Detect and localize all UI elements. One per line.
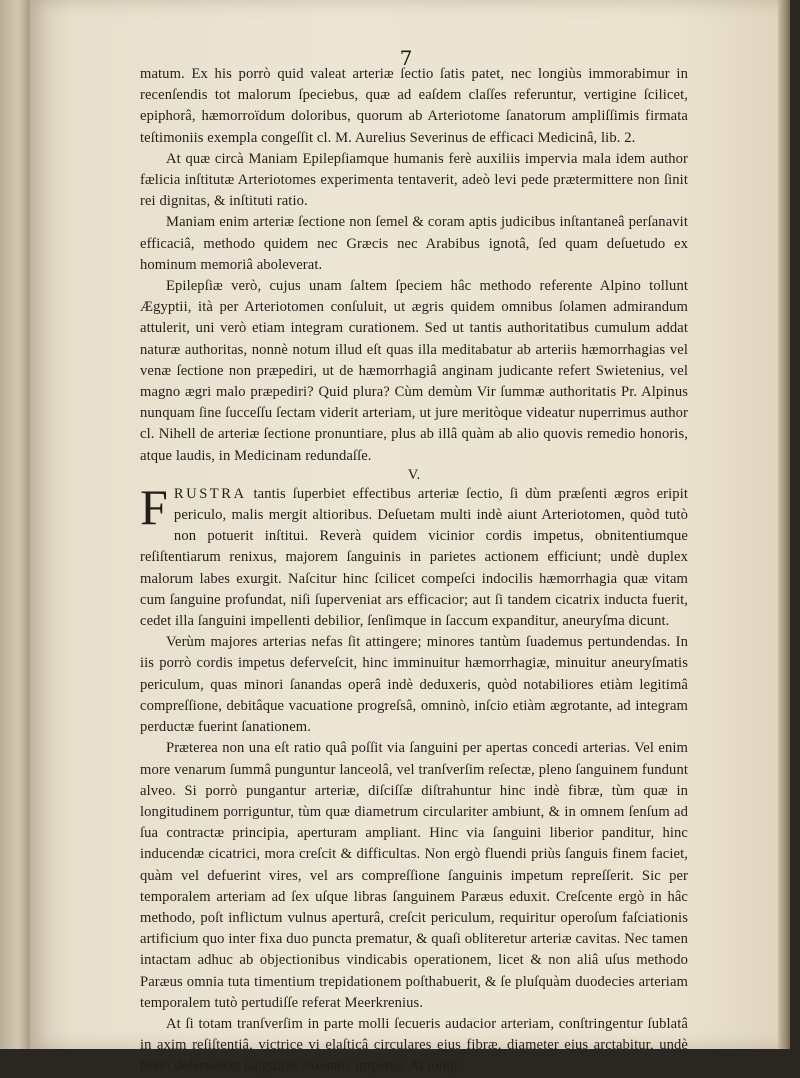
paragraph: Epilepſiæ verò, cujus unam ſaltem ſpeciem hâc methodo referente Alpino tollunt Ægyptii, ità per Arteriotomen conſuluit, ut ægris quidem omnibus ſolamen admirandum attulerit, uni verò etiam integram curationem. Sed ut tantis authoritatibus cumulum addat naturæ authoritas, nonnè notum illud eſt quas illa meditabatur ab arteriis hæmorrhagias vel venæ ſectione non præpediri, ut de hæmorrhagiâ anginam judicante refert Swietenius, vel magno ægri malo præpediri? Quid plura? Cùm demùm Vir ſummæ authoritatis Pr. Alpinus nunquam ſine ſucceſſu ſectam viderit arteriam, ut jure meritòque videatur nuperrimus author cl. Nihell de arteriæ ſectione pronuntiare, plus ab illâ quàm ab alio quovis remedio honoris, atque laudis, in Medicinam redundaſſe.: [140, 278, 688, 464]
section-paragraph: [140, 478, 688, 632]
page-number: 7: [399, 46, 413, 70]
body-text: [140, 64, 688, 1078]
paragraph: tantis ſuperbiet effectibus arteriæ ſectio, ſi dùm præſenti ægros eripit periculo, malis mergit altioribus. Deſuetam multi indè aiunt Arteriotomen, quòd tutò non potuerit inſtitui. Reverà quidem vicinior cordis impetus, obnitentiumque reſiſtentiarum renixus, majorem ſanguinis in parietes actionem efficiunt; undè duplex malorum labes exurgit. Naſcitur hinc ſcilicet compeſci indocilis hæmorrhagia quæ vitam cum ſanguine profundat, niſi ſuperveniat ars efficacior; aut ſi tandem cicatrix inducta fuerit, cedet illa ſanguini impellenti debilior, ſenſimque in ſaccum expanditur, aneuryſma dicunt.: [140, 485, 688, 630]
book-gutter: [0, 0, 30, 1049]
page-edge: [778, 0, 790, 1049]
lead-word: RUSTRA: [173, 485, 247, 502]
book-page: [30, 0, 790, 1075]
paragraph: At ſi totam tranſverſim in parte molli ſecueris audacior arteriam, conſtringentur ſublatâ in axim reſiſtentiâ, victrice vi elaſticâ circulares ejus fibræ, diameter ejus arctabitur, undè brevi deferveſcet ſanguinis exeuntis impetus. At longi-: [140, 1015, 688, 1075]
paragraph: Præterea non una eſt ratio quâ poſſit via ſanguini per apertas concedi arterias. Vel enim more venarum ſummâ punguntur lanceolâ, vel tranſverſim reſectæ, pleno ſanguinem fundunt alveo. Si porrò pungantur arteriæ, diſciſſæ diſtrahuntur hinc indè fibræ, tùm quæ in longitudinem porriguntur, tùm quæ diametrum circulariter ambiunt, & in omnem ſenſum ad ſua contractæ principia, aperturam ampliant. Hinc via ſanguini liberior panditur, hinc inducendæ cicatrici, mora creſcit & difficultas. Non ergò fluendi priùs ſanguis finem faciet, quàm vel defuerint vires, vel ars compreſſione ſanguinis impetum repreſſerit. Sic per temporalem arteriam ad ſex uſque libras ſanguinem Paræus eduxit. Creſcente ergò in hâc methodo, poſt inflictum vulnus aperturâ, creſcit periculum, requiritur operoſum faſciationis artificium quo inter fixa duo puncta prematur, & quaſi obliteretur arteriæ cavitas. Nec tamen intactam adhuc ab objectionibus vindicabis operationem, licet & non aliâ uſus methodo Paræus omnia tuta timentium trepidationem poſthabuerit, & ſe pluſquàm duodecies arteriam temporalem tutò pertudiſſe referat Meerkrenius.: [140, 740, 688, 1011]
section-heading: V.: [407, 466, 421, 483]
paragraph: At quæ circà Maniam Epilepſiamque humanis ferè auxiliis impervia mala idem author fælicia inſtitutæ Arteriotomes experimenta tentaverit, adeò levi pede prætermittere non ſinit rei dignitas, & inſtituti ratio.: [140, 150, 688, 210]
drop-cap: F: [140, 478, 168, 535]
paragraph: Maniam enim arteriæ ſectione non ſemel & coram aptis judicibus inſtantaneâ perſanavit efficaciâ, methodo quidem nec Græcis nec Arabibus ignotâ, ſed quam deſuetudo ex hominum memoriâ aboleverat.: [140, 214, 688, 273]
paragraph: Verùm majores arterias nefas ſit attingere; minores tantùm ſuademus pertundendas. In iis porrò cordis impetus deferveſcit, hinc imminuitur hæmorrhagiæ, minuitur aneuryſmatis periculum, quas minori ſanandas operâ indè deduxeris, quòd notabiliores etiàm legitimâ compreſſione, debitâque vacuatione progreſsâ, omninò, inſcio etiàm ægrotante, ad integram perductæ fuerint ſanationem.: [140, 634, 688, 736]
paragraph: matum. Ex his porrò quid valeat arteriæ ſectio ſatis patet, nec longiùs immorabimur in recenſendis tot malorum ſpeciebus, quæ ad eaſdem claſſes referuntur, vertigine ſcilicet, epiphorâ, hæmorroïdum doloribus, quorum ab Arteriotome ſanatorum ampliſſimis firmata teſtimoniis exempla congeſſit cl. M. Aurelius Severinus de efficaci Medicinâ, lib. 2.: [140, 66, 688, 146]
